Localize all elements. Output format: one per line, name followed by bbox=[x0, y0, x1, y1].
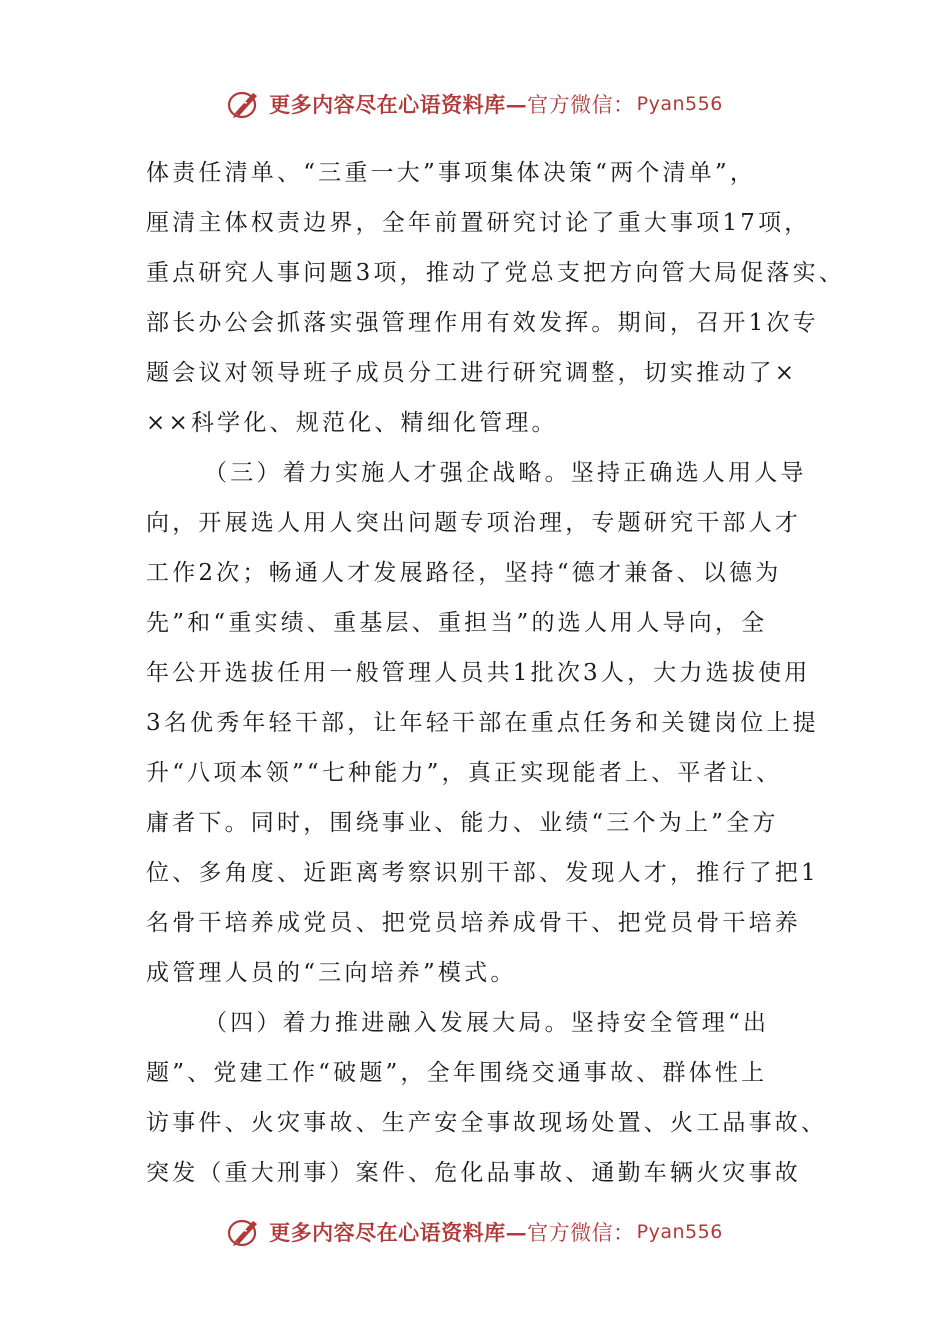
body-line: 厘清主体权责边界，全年前置研究讨论了重大事项17项， bbox=[146, 210, 811, 236]
body-line: 工作2次；畅通人才发展路径，坚持“德才兼备、以德为 bbox=[146, 560, 782, 586]
body-line: 题会议对领导班子成员分工进行研究调整，切实推动了× bbox=[146, 360, 798, 386]
document-body bbox=[146, 148, 846, 1198]
body-line: 升“八项本领”“七种能力”，真正实现能者上、平者让、 bbox=[146, 760, 783, 786]
body-line: 庸者下。同时，围绕事业、能力、业绩“三个为上”全方 bbox=[146, 810, 779, 836]
pen-logo-icon bbox=[227, 1215, 263, 1249]
watermark-prefix: 更多内容尽在心语资料库— bbox=[269, 92, 528, 117]
body-line: 名骨干培养成党员、把党员培养成骨干、把党员骨干培养 bbox=[146, 910, 801, 936]
body-line: 访事件、火灾事故、生产安全事故现场处置、火工品事故、 bbox=[146, 1110, 828, 1136]
body-line: 年公开选拔任用一般管理人员共1批次3人，大力选拔使用 bbox=[146, 660, 811, 686]
body-line: 位、多角度、近距离考察识别干部、发现人才，推行了把1 bbox=[146, 860, 819, 886]
body-line: 重点研究人事问题3项，推动了党总支把方向管大局促落实、 bbox=[146, 260, 846, 286]
body-line: 突发（重大刑事）案件、危化品事故、通勤车辆火灾事故 bbox=[146, 1160, 801, 1186]
pen-logo-icon bbox=[227, 87, 263, 121]
watermark-contact: Pyan556 bbox=[636, 93, 723, 115]
watermark-suffix: 官方微信： bbox=[527, 1221, 635, 1245]
header-watermark bbox=[0, 84, 950, 124]
body-line: 向，开展选人用人突出问题专项治理，专题研究干部人才 bbox=[146, 510, 801, 536]
body-line: 体责任清单、“三重一大”事项集体决策“两个清单”， bbox=[146, 160, 757, 186]
body-line: 3名优秀年轻干部，让年轻干部在重点任务和关键岗位上提 bbox=[146, 710, 819, 736]
body-line: ××科学化、规范化、精细化管理。 bbox=[146, 410, 558, 436]
footer-watermark bbox=[0, 1212, 950, 1252]
body-line: 先”和“重实绩、重基层、重担当”的选人用人导向，全 bbox=[146, 610, 768, 636]
watermark-prefix: 更多内容尽在心语资料库— bbox=[269, 1220, 528, 1245]
section-heading-line: （四）着力推进融入发展大局。坚持安全管理“出 bbox=[204, 1010, 770, 1036]
body-line: 成管理人员的“三向培养”模式。 bbox=[146, 960, 517, 986]
body-line: 部长办公会抓落实强管理作用有效发挥。期间，召开1次专 bbox=[146, 310, 819, 336]
section-heading-line: （三）着力实施人才强企战略。坚持正确选人用人导 bbox=[204, 460, 807, 486]
watermark-contact: Pyan556 bbox=[636, 1221, 723, 1243]
watermark-suffix: 官方微信： bbox=[527, 93, 635, 117]
body-line: 题”、党建工作“破题”，全年围绕交通事故、群体性上 bbox=[146, 1060, 768, 1086]
